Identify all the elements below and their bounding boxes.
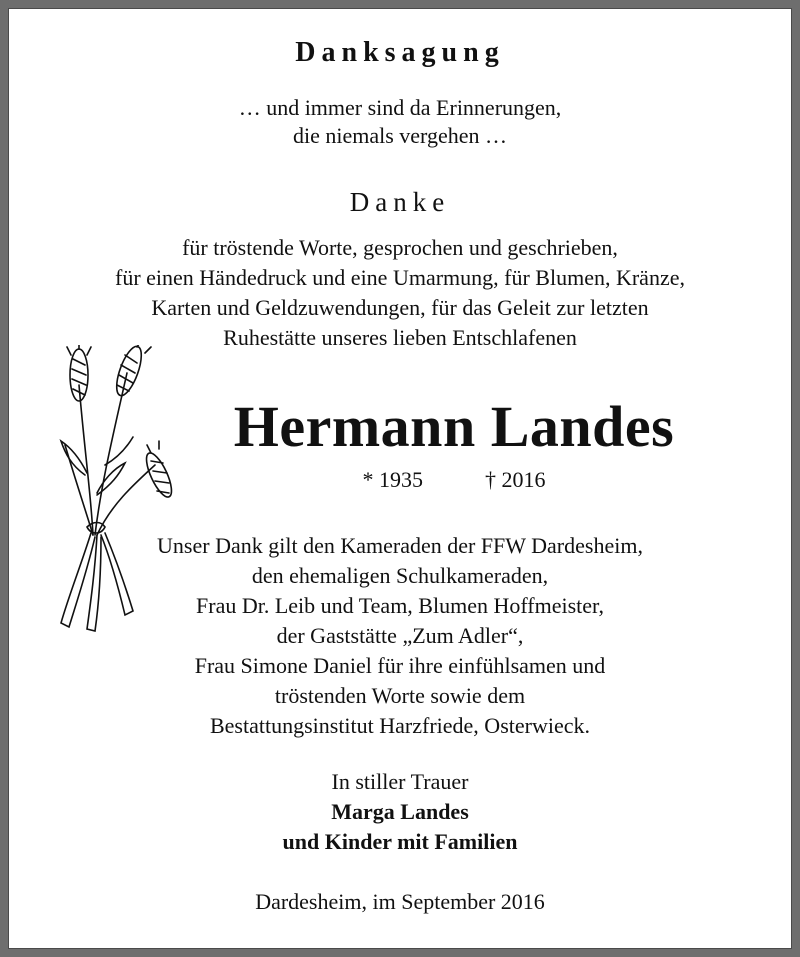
- ack-line-4: der Gaststätte „Zum Adler“,: [276, 623, 524, 648]
- birth-year: * 1935: [362, 467, 423, 492]
- ack-line-2: den ehemaligen Schulkameraden,: [251, 563, 549, 588]
- thanks-line-1: für tröstende Worte, gesprochen und geschrieben,: [182, 235, 618, 260]
- quote-line-1: … und immer sind da Erinnerungen,: [238, 95, 562, 120]
- place-date: Dardesheim, im September 2016: [255, 889, 545, 914]
- ack-line-3: Frau Dr. Leib und Team, Blumen Hoffmeister,: [196, 593, 604, 618]
- thanks-line-3: Karten und Geldzuwendungen, für das Geleit zur letzten: [151, 295, 649, 320]
- ack-line-7: Bestattungsinstitut Harzfriede, Osterwieck.: [209, 713, 590, 738]
- heading: Danksagung: [295, 37, 505, 68]
- thanks-line-4: Ruhestätte unseres lieben Entschlafenen: [223, 325, 577, 350]
- obituary-card: [8, 8, 792, 949]
- quote-line-2: die niemals vergehen …: [292, 123, 508, 148]
- life-dates: [139, 467, 769, 493]
- danke-title: Danke: [349, 187, 451, 217]
- thanks-line-2: für einen Händedruck und eine Umarmung, für Blumen, Kränze,: [115, 265, 685, 290]
- mourner-name-1: Marga Landes: [331, 799, 469, 824]
- ack-line-6: tröstenden Worte sowie dem: [274, 683, 526, 708]
- death-year: † 2016: [485, 467, 546, 492]
- ack-line-5: Frau Simone Daniel für ihre einfühlsamen und: [194, 653, 606, 678]
- mourning-intro: In stiller Trauer: [331, 769, 469, 794]
- deceased-name: Hermann Landes: [233, 394, 675, 459]
- mourner-name-2: und Kinder mit Familien: [282, 829, 518, 854]
- ack-line-1: Unser Dank gilt den Kameraden der FFW Dardesheim,: [157, 533, 643, 558]
